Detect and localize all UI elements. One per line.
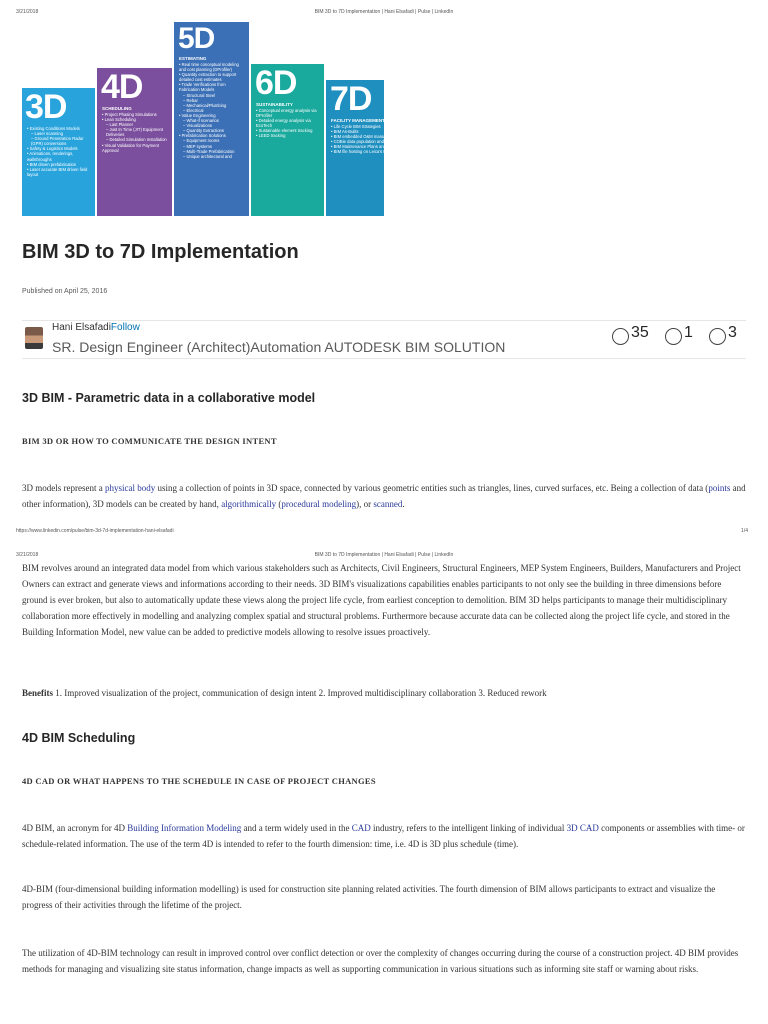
banner-heading: ESTIMATING bbox=[179, 56, 207, 61]
link-cad[interactable]: CAD bbox=[351, 823, 371, 833]
banner-column-4d bbox=[97, 68, 172, 216]
link-procedural-modeling[interactable]: procedural modeling bbox=[281, 499, 357, 509]
shares-count[interactable]: 3 bbox=[709, 328, 737, 345]
link-algorithmically[interactable]: algorithmically bbox=[221, 499, 277, 509]
page-header-date: 3/21/2018 bbox=[16, 552, 39, 558]
comments-count[interactable]: 1 bbox=[665, 328, 693, 345]
banner-label: 4D bbox=[101, 68, 143, 106]
paragraph-bim-revolves: BIM revolves around an integrated data model from which various stakeholders such as Architects, Civil Engineers, Structural Engineers, MEP System Engineers, Builders, Manufacturers and Project Owners can extract and generate views and informations according to their needs. 3D BIM's visualizations capabilities enables participants to not only see the building in three dimensions before ground is ever broken, but also to automatically update these views along the project life cycle, from earliest conception to demolition. BIM 3D helps participants to manage their multidisciplinary collaboration more effectively in modelling and analyzing complex spatial and structural problems. Furthermore because accurate data can be collected along the project life cycle, and stored in the Building Information Model, new value can be added to predictive models allowing to resolve issues proactively. bbox=[22, 563, 741, 637]
paragraph-3d-models: 3D models represent a physical body using a collection of points in 3D space, connected by various geometric entities such as triangles, lines, curved surfaces, etc. Being a collection of data (points and other information), 3D models can be created by hand, algorithmically (procedural modeling), or scanned. bbox=[22, 483, 746, 509]
banner-heading: SUSTAINABILITY bbox=[256, 102, 293, 107]
divider bbox=[22, 320, 746, 321]
link-scanned[interactable]: scanned bbox=[373, 499, 403, 509]
link-physical-body[interactable]: physical body bbox=[104, 483, 156, 493]
comment-icon bbox=[665, 328, 682, 345]
benefits-label: Benefits bbox=[22, 688, 53, 698]
banner-column-6d bbox=[251, 64, 324, 216]
paragraph-4d-bim-site-planning: 4D-BIM (four-dimensional building information modelling) is used for construction site planning related activities. The fourth dimension of BIM allows participants to extract and visualize the progress of their activities through the lifetime of the project. bbox=[22, 884, 716, 910]
banner-label: 7D bbox=[330, 80, 372, 118]
banner-label: 5D bbox=[178, 22, 215, 55]
banner-label: 3D bbox=[25, 88, 67, 126]
author-name[interactable]: Hani Elsafadi bbox=[52, 322, 111, 333]
link-points[interactable]: points bbox=[708, 483, 731, 493]
section-subheading-3d: BIM 3D OR HOW TO COMMUNICATE THE DESIGN INTENT bbox=[22, 436, 277, 446]
link-3d-cad[interactable]: 3D CAD bbox=[566, 823, 599, 833]
page-footer-number: 1/4 bbox=[741, 528, 748, 534]
paragraph-benefits: Benefits 1. Improved visualization of the project, communication of design intent 2. Improved multidisciplinary collaboration 3. Reduced rework bbox=[22, 688, 547, 698]
section-subheading-4d: 4D CAD OR WHAT HAPPENS TO THE SCHEDULE IN CASE OF PROJECT CHANGES bbox=[22, 776, 376, 786]
banner-list: • Real time conceptual modeling and cost planning (DProfiler) • Quantity extraction to support detailed cost estimates • Trade Verifications from Fabrication Models – Structural Steel – Rebar – Mechanical/Plumbing – Electrical • Value Engineering – What-if scenarios – Visualizations – Quantity Extractions • Prefabrication Solutions – Equipment rooms – MEP systems – Multi-Trade Prefabrication – Unique architectural and bbox=[179, 62, 239, 159]
bim-dimensions-banner bbox=[22, 22, 430, 216]
page-header-title: BIM 3D to 7D Implementation | Hani Elsafadi | Pulse | LinkedIn bbox=[314, 552, 454, 558]
section-heading-4d: 4D BIM Scheduling bbox=[22, 731, 136, 745]
paragraph-4d-acronym: 4D BIM, an acronym for 4D Building Information Modeling and a term widely used in the CAD industry, refers to the intelligent linking of individual 3D CAD components or assemblies with time- or schedule-related information. The use of the term 4D is intended to refer to the fourth dimension: time, i.e. 4D is 3D plus schedule (time). bbox=[22, 823, 745, 849]
banner-column-3d bbox=[22, 88, 95, 216]
page-header-date: 3/21/2018 bbox=[16, 9, 39, 15]
banner-label: 6D bbox=[255, 64, 297, 102]
paragraph-4d-bim-utilization: The utilization of 4D-BIM technology can result in improved control over conflict detection or over the complexity of changes occurring during the course of a construction project. 4D BIM provides methods for managing and visualizing site status information, change impacts as well as supporting communication in various situations such as informing site staff or warning about risks. bbox=[22, 948, 739, 974]
author-headline: SR. Design Engineer (Architect)Automation AUTODESK BIM SOLUTION bbox=[52, 339, 506, 355]
likes-count[interactable]: 35 bbox=[612, 328, 649, 345]
page-footer-url: https://www.linkedin.com/pulse/bim-3d-7d-implementation-hani-elsafadi bbox=[16, 528, 174, 534]
banner-column-7d bbox=[326, 80, 430, 216]
published-date: Published on April 25, 2016 bbox=[22, 288, 108, 295]
banner-list: • Conceptual energy analysis via DProfiler • Detailed energy analysis via EcoTech • Sustainable element tracking • LEED tracking bbox=[256, 108, 317, 139]
link-building-information-modeling[interactable]: Building Information Modeling bbox=[127, 823, 242, 833]
share-icon bbox=[709, 328, 726, 345]
banner-list: • Project Phasing Simulations • Lean Scheduling – Last Planner – Just In Time (JIT) Equipment Deliveries – Detailed Simulation Installation • Visual Validation for Payment Approval bbox=[102, 112, 167, 153]
banner-heading: FACILITY MANAGEMENT APPLICATIONS bbox=[331, 118, 420, 123]
article-title: BIM 3D to 7D Implementation bbox=[22, 241, 299, 263]
section-heading-3d: 3D BIM - Parametric data in a collaborative model bbox=[22, 391, 316, 405]
page-header-title: BIM 3D to 7D Implementation | Hani Elsafadi | Pulse | LinkedIn bbox=[314, 9, 454, 15]
banner-heading: SCHEDULING bbox=[102, 106, 132, 111]
follow-button[interactable]: Follow bbox=[110, 322, 140, 333]
banner-list: • Existing Conditions Models – Laser scanning – Ground Penetration Radar (GPR) conversions • Safety & Logistics Models • Animations, renderings, walkthroughs • BIM driven prefabrication • Laser accurate BIM driven field layout bbox=[27, 126, 88, 177]
banner-column-5d bbox=[174, 22, 249, 216]
author-line bbox=[52, 322, 140, 333]
avatar[interactable] bbox=[25, 327, 43, 349]
divider bbox=[22, 358, 746, 359]
like-icon bbox=[612, 328, 629, 345]
banner-list: • Life Cycle BIM Strategies • BIM As-Builts • BIM embedded O&M manuals • COBie data population and extraction • BIM Maintenance Plans and Technical Support • BIM file hosting on Leica's Digital Exchange System bbox=[331, 124, 430, 155]
